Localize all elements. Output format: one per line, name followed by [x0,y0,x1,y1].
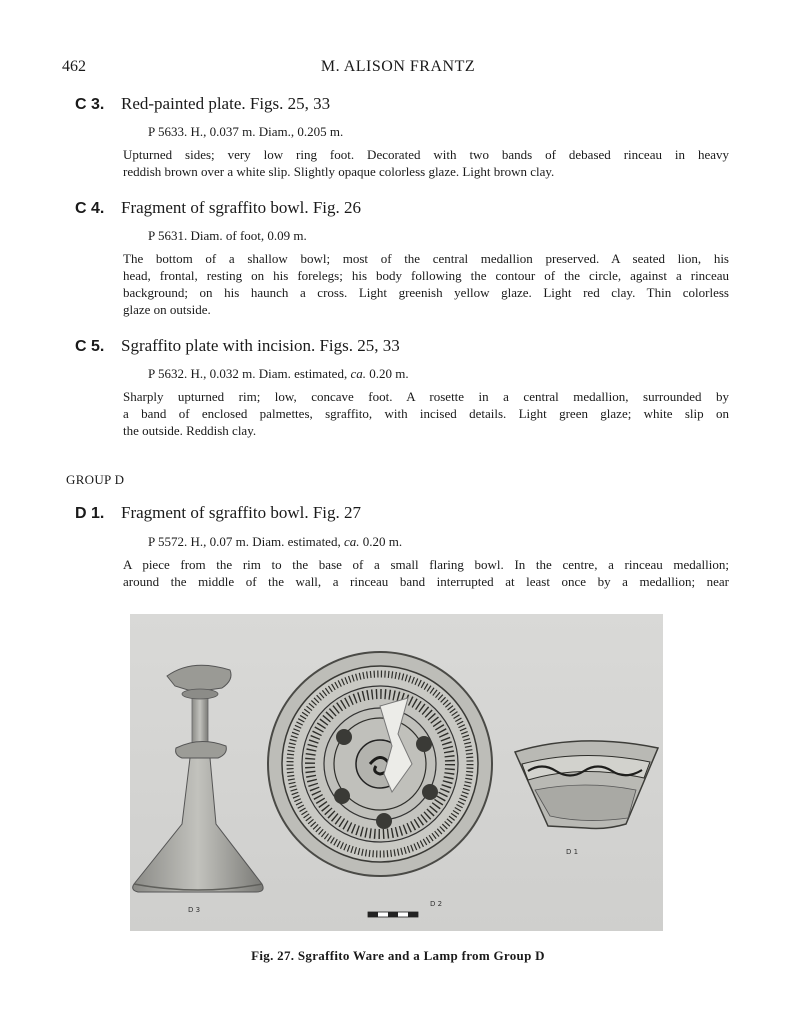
running-title: M. ALISON FRANTZ [320,58,476,75]
text-line: reddish brown over a white slip. Slightly opaque colorless glaze. Light brown clay. [123,164,555,179]
text-line: around the middle of the wall, a rinceau band interrupted at least once by a medallion; near [123,574,729,589]
entry-title: Fragment of sgraffito bowl. Fig. 27 [121,503,362,522]
text-line: a band of enclosed palmettes, sgraffito, with incised details. Light green glaze; white slip on [123,406,729,421]
group-heading: GROUP D [66,472,125,487]
figure-photo [130,614,663,931]
entry-title: Red-painted plate. Figs. 25, 33 [121,94,331,113]
entry-code: D 1. [75,505,105,522]
entry-c5-description [123,388,729,439]
entry-c3-meta: P 5633. H., 0.037 m. Diam., 0.205 m. [148,124,344,139]
figure-illustration [130,614,663,931]
meta-text: P 5572. H., 0.07 m. Diam. estimated, [148,534,344,549]
fragment-label: D 1 [566,848,579,856]
entry-d1-description [123,556,729,590]
text-line: glaze on outside. [123,302,211,317]
entry-d1-heading [75,503,361,523]
meta-italic: ca. [343,534,360,549]
entry-c5-meta [148,366,409,382]
entry-c4-heading [75,198,361,218]
plate-label: D 2 [430,900,443,908]
entry-code: C 5. [75,338,105,355]
entry-c3-heading [75,94,330,114]
lamp-label: D 3 [188,906,201,914]
entry-d1-meta [148,534,402,550]
meta-text: 0.20 m. [365,366,409,381]
text-line: The bottom of a shallow bowl; most of the central medallion preserved. A seated lion, his [123,251,729,266]
text-line: background; on his haunch a cross. Light greenish yellow glaze. Light red clay. Thin colorless [123,285,729,300]
entry-c4-meta: P 5631. Diam. of foot, 0.09 m. [148,228,307,243]
entry-c4-description [123,250,729,318]
entry-code: C 3. [75,96,105,113]
entry-title: Sgraffito plate with incision. Figs. 25, 33 [121,336,400,355]
page-number: 462 [62,58,86,75]
text-line: the outside. Reddish clay. [123,423,257,438]
entry-c3-description [123,146,729,180]
text-line: Sharply upturned rim; low, concave foot. A rosette in a central medallion, surrounded by [123,389,729,404]
text-line: head, frontal, resting on his forelegs; his body following the contour of the circle, against a rinceau [123,268,729,283]
entry-title: Fragment of sgraffito bowl. Fig. 26 [121,198,362,217]
text-line: Upturned sides; very low ring foot. Decorated with two bands of debased rinceau in heavy [123,147,729,162]
figure-caption: Fig. 27. Sgraffito Ware and a Lamp from Group D [251,948,545,963]
meta-text: P 5632. H., 0.032 m. Diam. estimated, [148,366,351,381]
plate-d2 [268,652,492,876]
meta-italic: ca. [350,366,366,381]
meta-text: 0.20 m. [359,534,403,549]
entry-c5-heading [75,336,400,356]
entry-code: C 4. [75,200,105,217]
text-line: A piece from the rim to the base of a small flaring bowl. In the centre, a rinceau medallion; [123,557,729,572]
scale-bar [368,912,418,917]
